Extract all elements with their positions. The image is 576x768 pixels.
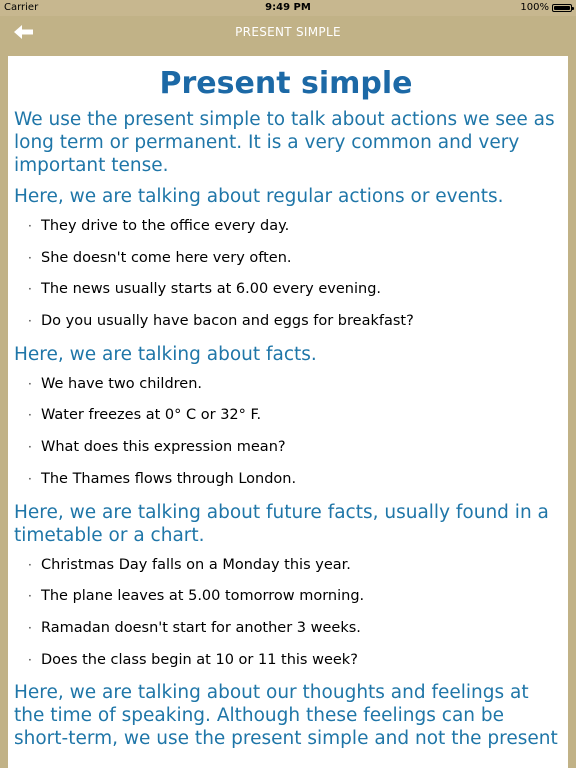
nav-title: PRESENT SIMPLE [235,25,341,39]
section-heading: Here, we are talking about our thoughts and feelings at the time of speaking. Although these feelings can be short-term, we use the present simple and not the present [14,682,558,750]
example-item [14,216,558,236]
example-text: What does this expression mean? [41,439,286,456]
section-heading: Here, we are talking about regular actions or events. [14,186,504,207]
example-list [14,555,558,670]
bullet-icon: · [28,589,32,604]
example-text: We have two children. [41,375,203,392]
example-item [14,437,558,457]
example-text: The Thames flows through London. [41,470,297,487]
bullet-icon: · [28,557,32,572]
bullet-icon: · [28,652,32,667]
example-text: They drive to the office every day. [41,218,290,234]
bullet-icon: · [28,620,32,635]
example-item [14,469,558,489]
section-heading: Here, we are talking about facts. [14,343,317,365]
article-title: Present simple [159,66,413,101]
bullet-icon: · [28,440,32,455]
example-text: The plane leaves at 5.00 tomorrow morning. [41,588,365,605]
example-text: Ramadan doesn't start for another 3 weeks. [41,619,361,636]
carrier-label: Carrier [4,2,39,13]
example-item [14,555,558,575]
example-list [14,216,558,331]
sections-container [14,185,558,750]
example-item [14,405,558,425]
article-content[interactable] [8,56,568,768]
navigation-bar [0,16,576,48]
example-text: Does the class begin at 10 or 11 this week? [41,651,358,668]
example-item [14,374,558,394]
example-text: Christmas Day falls on a Monday this year. [41,556,351,573]
bullet-icon: · [28,314,32,329]
battery-indicator [520,0,572,16]
example-item [14,311,558,331]
clock: 9:49 PM [265,2,311,13]
intro-paragraph: We use the present simple to talk about actions we see as long term or permanent. It is a very common and very important tense. [14,109,555,176]
example-item [14,279,558,299]
bullet-icon: · [28,376,32,391]
example-item [14,586,558,606]
bullet-icon: · [28,408,32,423]
example-text: Water freezes at 0° C or 32° F. [41,407,262,424]
example-text: She doesn't come here very often. [41,249,292,266]
bullet-icon: · [28,219,32,233]
bullet-icon: · [28,250,32,265]
bullet-icon: · [28,471,32,486]
example-item [14,618,558,638]
example-text: Do you usually have bacon and eggs for breakfast? [41,313,414,330]
example-item [14,650,558,670]
section-heading: Here, we are talking about future facts, usually found in a timetable or a chart. [14,501,549,546]
example-text: The news usually starts at 6.00 every evening. [41,281,382,298]
battery-icon [552,4,572,12]
example-list [14,374,558,489]
status-bar [0,0,576,16]
bullet-icon: · [28,282,32,297]
example-item [14,248,558,268]
battery-percent: 100% [520,2,549,13]
